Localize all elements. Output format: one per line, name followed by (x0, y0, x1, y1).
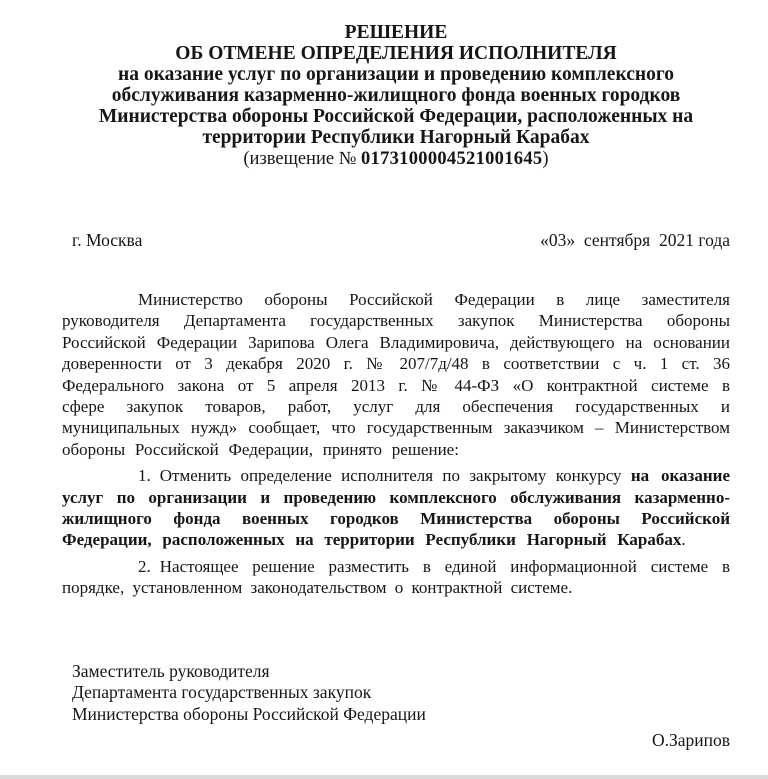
item-1-number: 1. (138, 466, 151, 486)
date-label: «03» сентября 2021 года (540, 230, 730, 250)
notice-suffix: ) (542, 149, 549, 169)
notice-line (62, 149, 730, 170)
item-1-text: Отменить определение исполнителя по закрытому конкурсу (159, 466, 631, 486)
signature-block (62, 661, 730, 726)
item-2-text: Настоящее решение разместить в единой информационной системе в порядке, установленном законодательством о контрактной системе. (62, 556, 730, 598)
item-1-bold-text: на оказание услуг по организации и проведению комплексного обслуживания казарменно-жилищного фонда военных городков Министерства обороны Российской Федерации, расположенных на территории Республики Нагорный Карабах (62, 466, 730, 550)
scan-bottom-edge (0, 775, 768, 779)
signer-name: О.Зарипов (651, 729, 730, 750)
document-subject: на оказание услуг по организации и проведению комплексного обслуживания казарменно-жилищного фонда военных городков Министерства обороны Российской Федерации, расположенных на территории Республики Нагорный Карабах (98, 64, 694, 148)
decision-item-2 (62, 556, 730, 599)
item-2-number: 2. (138, 556, 151, 576)
intro-paragraph: Министерство обороны Российской Федерации в лице заместителя руководителя Департамента государственных закупок Министерства обороны Российской Федерации Зарипова Олега Владимировича, действующего на основании доверенности от 3 декабря 2020 г. № 207/7д/48 в соответствии с ч. 1 ст. 36 Федерального закона от 5 апреля 2013 г. № 44-ФЗ «О контрактной системе в сфере закупок товаров, работ, услуг для обеспечения государственных и муниципальных нужд» сообщает, что государственным заказчиком – Министерством обороны Российской Федерации, принято решение: (62, 290, 730, 459)
notice-prefix: (извещение № (243, 149, 361, 169)
item-1-period: . (681, 530, 686, 550)
document-header (62, 22, 730, 170)
decision-item-1 (62, 465, 730, 551)
notice-number: 0173100004521001645 (360, 149, 543, 169)
place-date-row (62, 230, 730, 251)
document-title: РЕШЕНИЕ (344, 22, 448, 43)
city-label: г. Москва (72, 230, 143, 250)
signer-position-line-2: Департамента государственных закупок (72, 682, 372, 703)
document-subtitle: ОБ ОТМЕНЕ ОПРЕДЕЛЕНИЯ ИСПОЛНИТЕЛЯ (175, 43, 617, 64)
signer-position-line-1: Заместитель руководителя (72, 660, 270, 681)
signer-position-line-3: Министерства обороны Российской Федерации (72, 704, 426, 725)
